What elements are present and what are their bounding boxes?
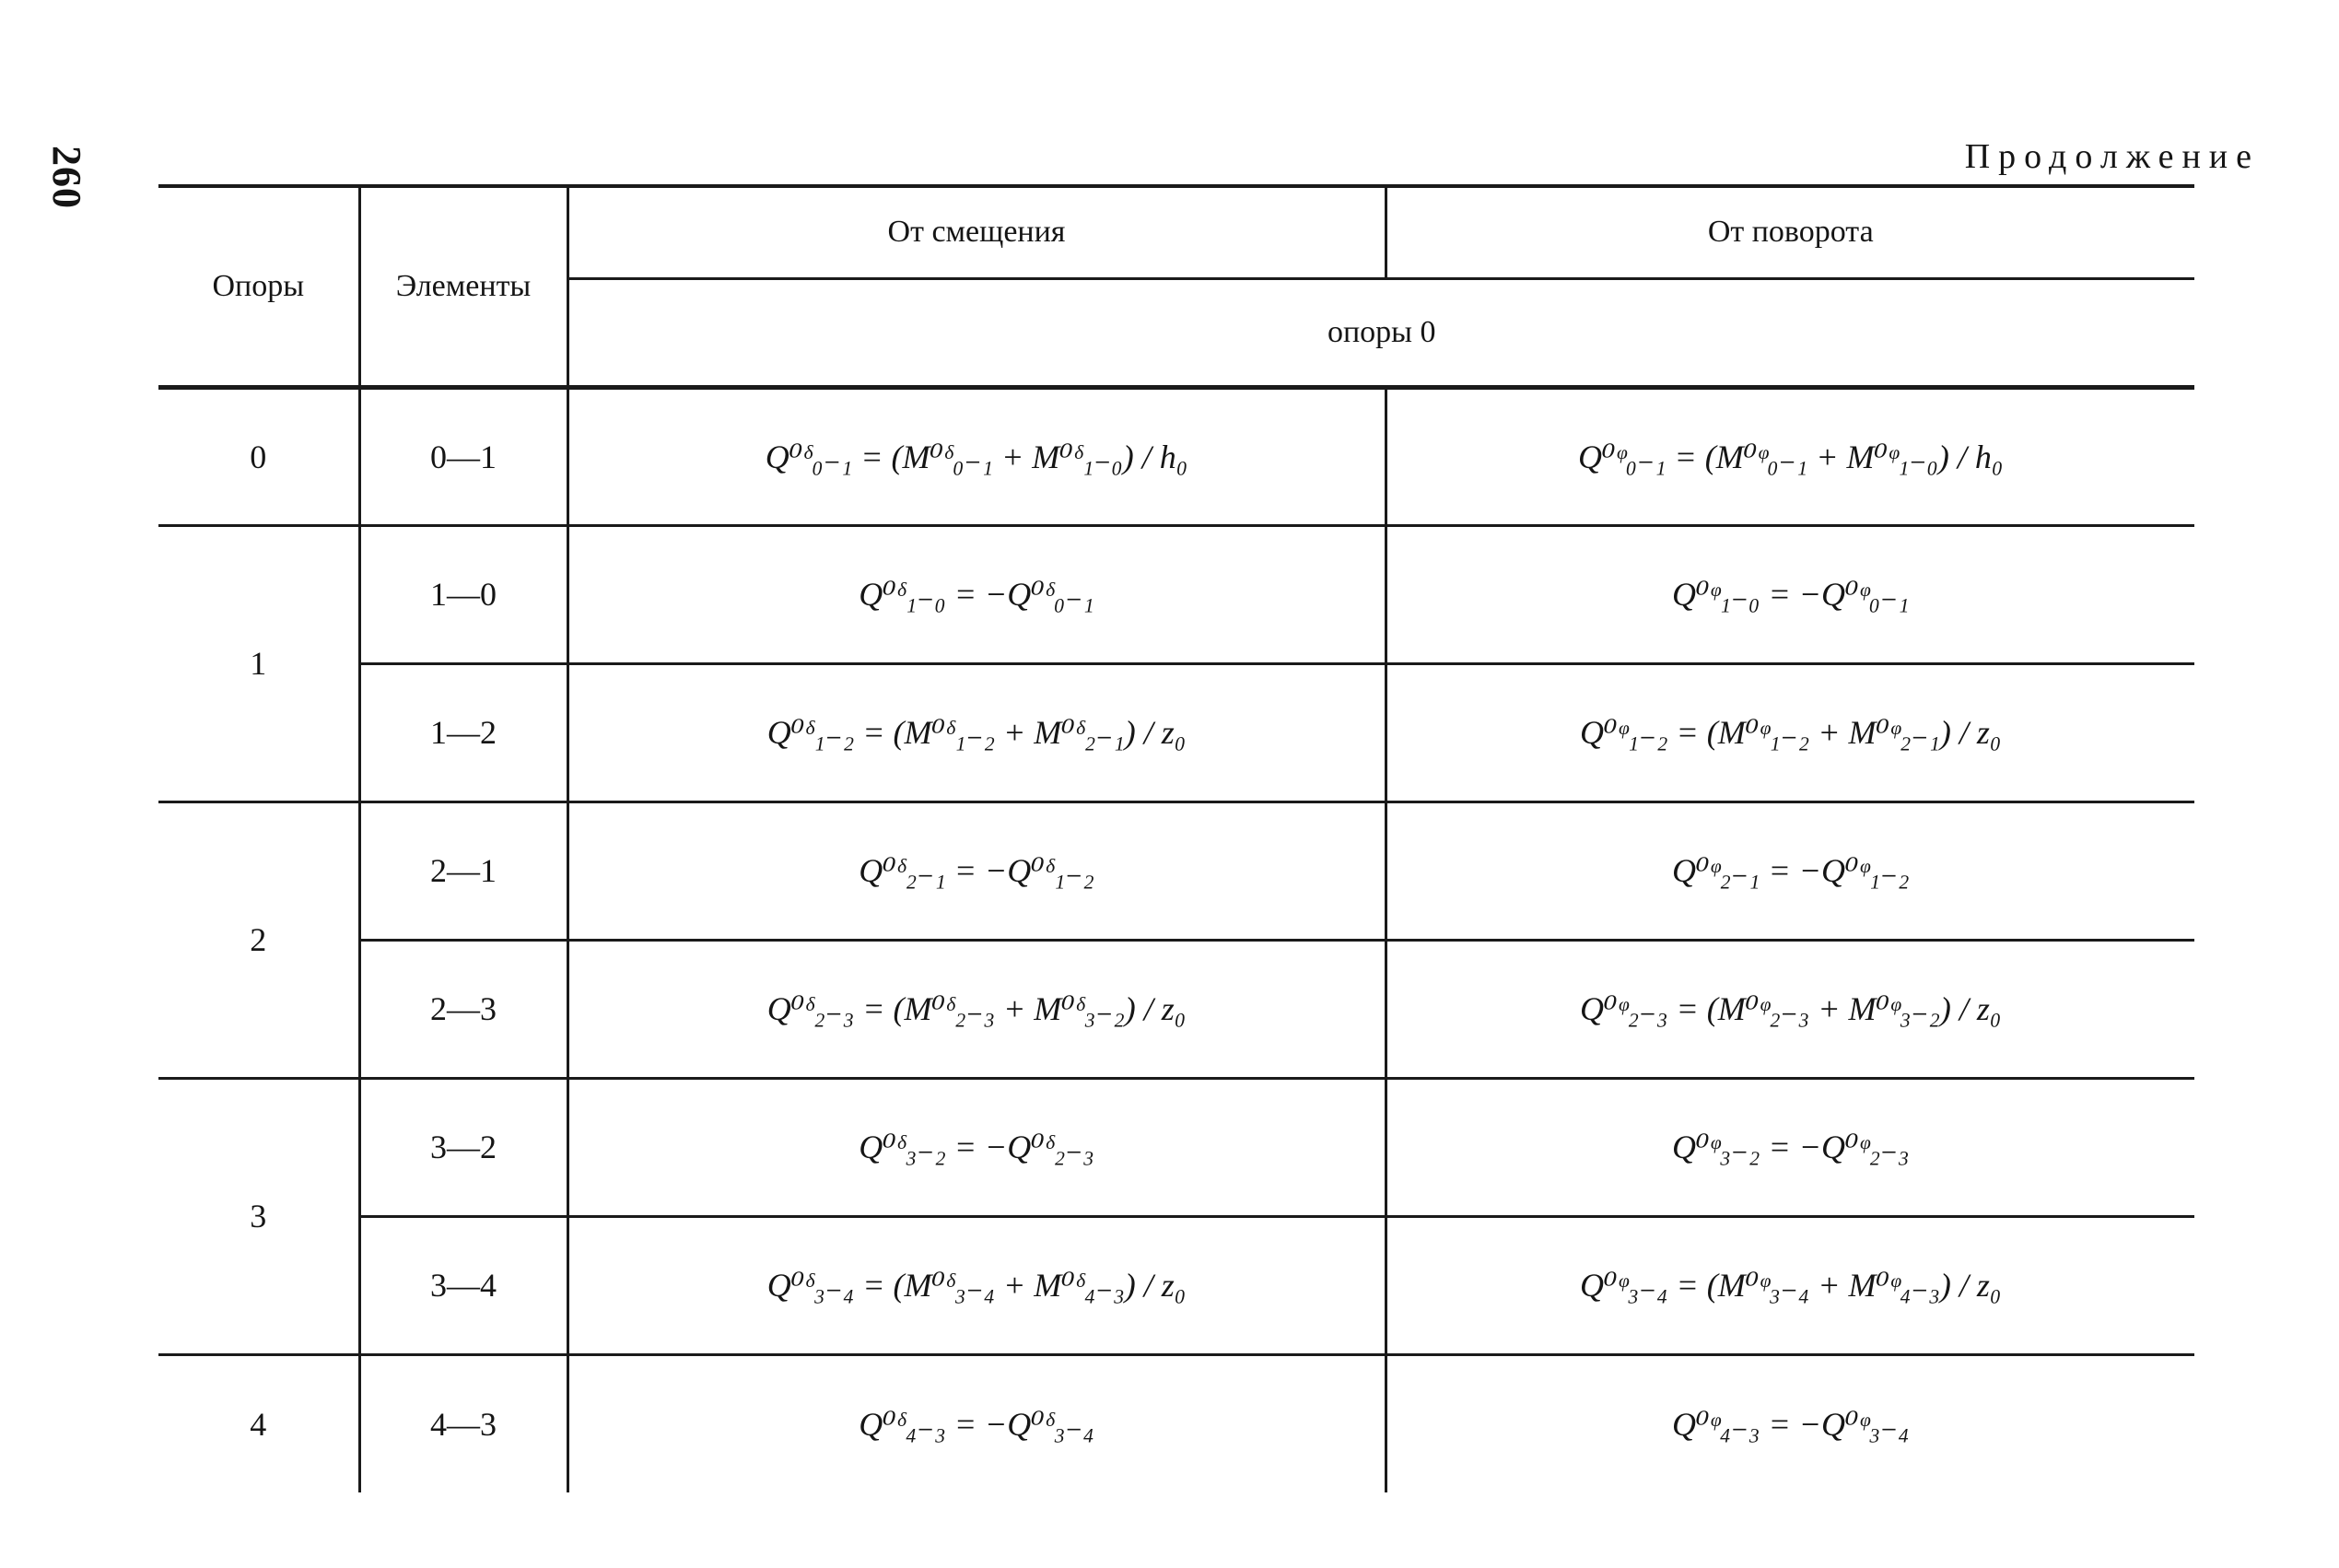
- header-elements: Элементы: [359, 186, 567, 387]
- header-support-label: опоры 0: [567, 278, 2194, 387]
- support-cell: 1: [158, 525, 359, 802]
- table-row: [158, 1216, 2194, 1354]
- formula-text: Q⁰ᵠ₂₋₃ = (M⁰ᵠ₂₋₃ + M⁰ᵠ₃₋₂) / z₀: [1580, 990, 2002, 1027]
- displacement-formula: [567, 802, 1386, 940]
- header-from-displacement: От смещения: [567, 186, 1386, 278]
- element-cell: 4—3: [359, 1354, 567, 1492]
- formula-text: Q⁰ᵟ₂₋₃ = (M⁰ᵟ₂₋₃ + M⁰ᵟ₃₋₂) / z₀: [766, 990, 1187, 1027]
- rotation-formula: [1386, 663, 2194, 802]
- table-row: [158, 802, 2194, 940]
- formula-text: Q⁰ᵠ₄₋₃ = −Q⁰ᵠ₃₋₄: [1672, 1405, 1910, 1443]
- table-row: [158, 525, 2194, 663]
- table-row: [158, 1354, 2194, 1492]
- formula-text: Q⁰ᵠ₀₋₁ = (M⁰ᵠ₀₋₁ + M⁰ᵠ₁₋₀) / h₀: [1578, 438, 2004, 475]
- header-supports: Опоры: [158, 186, 359, 387]
- rotation-formula: [1386, 1078, 2194, 1216]
- formula-text: Q⁰ᵠ₁₋₀ = −Q⁰ᵠ₀₋₁: [1672, 576, 1910, 613]
- formula-text: Q⁰ᵠ₂₋₁ = −Q⁰ᵠ₁₋₂: [1672, 852, 1910, 889]
- table-header: [158, 186, 2194, 387]
- formula-text: Q⁰ᵟ₁₋₂ = (M⁰ᵟ₁₋₂ + M⁰ᵟ₂₋₁) / z₀: [766, 714, 1187, 751]
- table-row: [158, 940, 2194, 1078]
- header-from-rotation: От поворота: [1386, 186, 2194, 278]
- rotation-formula: [1386, 525, 2194, 663]
- rotation-formula: [1386, 802, 2194, 940]
- displacement-formula: [567, 663, 1386, 802]
- element-cell: 2—3: [359, 940, 567, 1078]
- formula-text: Q⁰ᵠ₃₋₄ = (M⁰ᵠ₃₋₄ + M⁰ᵠ₄₋₃) / z₀: [1580, 1267, 2002, 1304]
- table-body: [158, 387, 2194, 1492]
- displacement-formula: [567, 1216, 1386, 1354]
- rotation-formula: [1386, 387, 2194, 525]
- table-row: [158, 1078, 2194, 1216]
- support-cell: 2: [158, 802, 359, 1078]
- rotation-formula: [1386, 940, 2194, 1078]
- formula-text: Q⁰ᵟ₃₋₄ = (M⁰ᵟ₃₋₄ + M⁰ᵟ₄₋₃) / z₀: [766, 1267, 1187, 1304]
- page-number: 260: [44, 146, 89, 209]
- formula-text: Q⁰ᵟ₄₋₃ = −Q⁰ᵟ₃₋₄: [859, 1405, 1094, 1443]
- formula-text: Q⁰ᵠ₃₋₂ = −Q⁰ᵠ₂₋₃: [1672, 1129, 1910, 1165]
- element-cell: 1—0: [359, 525, 567, 663]
- displacement-formula: [567, 940, 1386, 1078]
- table-row: [158, 387, 2194, 525]
- rotation-formula: [1386, 1216, 2194, 1354]
- formula-text: Q⁰ᵟ₃₋₂ = −Q⁰ᵟ₂₋₃: [859, 1129, 1094, 1165]
- formula-text: Q⁰ᵠ₁₋₂ = (M⁰ᵠ₁₋₂ + M⁰ᵠ₂₋₁) / z₀: [1580, 714, 2002, 751]
- formula-text: Q⁰ᵟ₀₋₁ = (M⁰ᵟ₀₋₁ + M⁰ᵟ₁₋₀) / h₀: [765, 438, 1188, 475]
- support-cell: 3: [158, 1078, 359, 1354]
- formula-text: Q⁰ᵟ₂₋₁ = −Q⁰ᵟ₁₋₂: [859, 852, 1094, 889]
- formula-text: Q⁰ᵟ₁₋₀ = −Q⁰ᵟ₀₋₁: [859, 576, 1094, 613]
- element-cell: 1—2: [359, 663, 567, 802]
- element-cell: 3—2: [359, 1078, 567, 1216]
- rotation-formula: [1386, 1354, 2194, 1492]
- forces-table: [158, 184, 2194, 1492]
- support-cell: 4: [250, 1405, 267, 1443]
- displacement-formula: [567, 1354, 1386, 1492]
- table-row: [158, 663, 2194, 802]
- element-cell: 2—1: [359, 802, 567, 940]
- continuation-label: Продолжение: [1964, 137, 2260, 176]
- displacement-formula: [567, 525, 1386, 663]
- support-cell: 0: [158, 387, 359, 525]
- element-cell: 3—4: [359, 1216, 567, 1354]
- displacement-formula: [567, 1078, 1386, 1216]
- element-cell: 0—1: [359, 387, 567, 525]
- displacement-formula: [567, 387, 1386, 525]
